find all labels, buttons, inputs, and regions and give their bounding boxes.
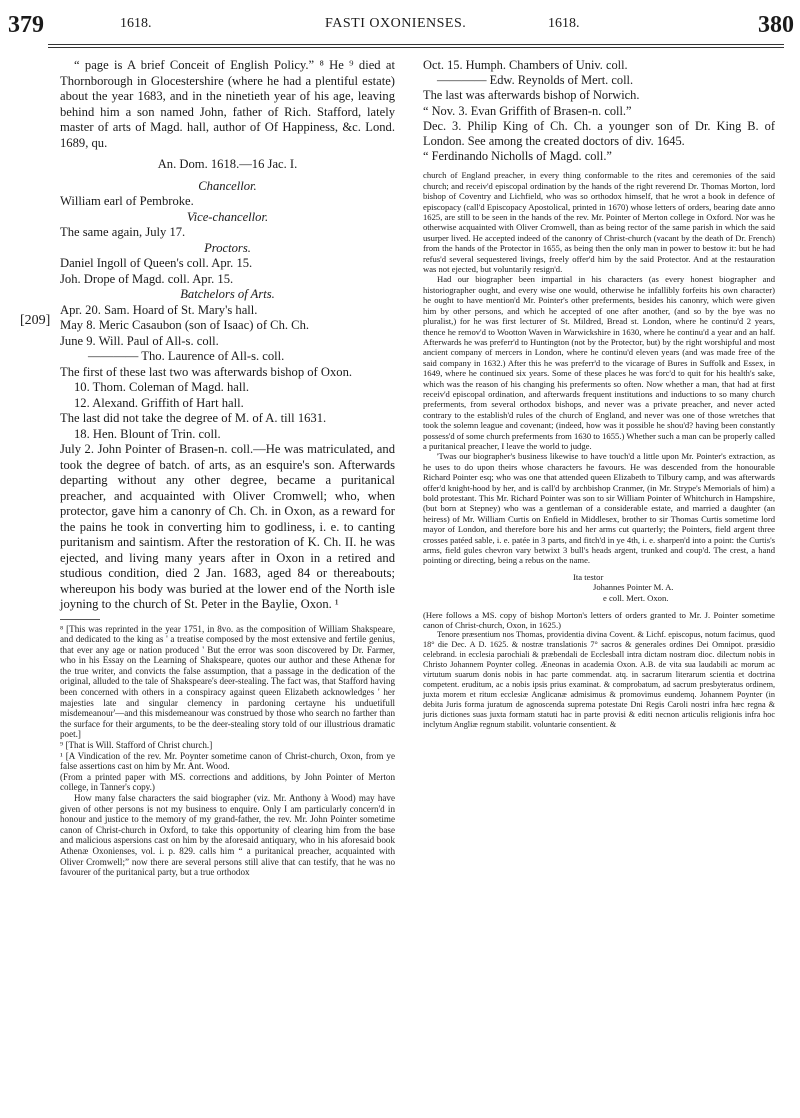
footnote-1-body: How many false characters the said biographer (viz. Mr. Anthony à Wood) may have given of other persons is not my business to enquire. Only I am particularly concern'd in honour and justice to the memory of my grand-father, the rev. Mr. John Pointer sometime canon of Christ-church in Oxford, to take this opportunity of clearing him from the base and malicious aspersions cast on him by the aforesaid antiquary, who in his aforesaid book Athenæ Oxonienses, vol. i. p. 829. calls him “ a puritanical preacher, acquainted with Oliver Cromwell;” now there are several persons still alive that can testify, that he was no favourer of the puritanical party, but a true orthodox	[60, 793, 395, 878]
chancellor-heading: Chancellor.	[198, 178, 257, 193]
degree-entry: 12. Alexand. Griffith of Hart hall.	[74, 395, 244, 410]
degree-note: The last was afterwards bishop of Norwich.	[423, 88, 640, 103]
degree-entry: Oct. 15. Humph. Chambers of Univ. coll.	[423, 58, 628, 72]
footnote-1-source: (From a printed paper with MS. corrections and additions, by John Pointer of Merton college, in Tanner's copy.)	[60, 771, 395, 793]
intro-paragraph: “ page is A brief Conceit of English Policy.” ⁸ He ⁹ died at Thornborough in Glocestershire (where he had a plentiful estate) about the year 1683, and in the ninetieth year of his age, leaving behind him a son named John, father of Rich. Stafford, lately master of arts of Magd. hall, author of Of Happiness, &c. Lond. 1689, qu.	[60, 58, 395, 150]
header-year-right: 1618.	[548, 16, 580, 31]
signature-name: Johannes Pointer M. A.	[593, 582, 674, 593]
footnote-continuation: church of England preacher, in every thing conformable to the rites and ceremonies of the said church; and receiv'd episcopal ordination by the hands of the right reverend Dr. Thomas Morton, lord bishop of Coventry and Lichfield, who was so orthodox himself, that he wrot a book in defence of episcopacy (call'd Episcopacy Apostolical, printed in 1670) whose letters of orders, bearing date anno 1625, are still to be seen in the hands of the rev. Mr. Pointer of Merton college in Oxford. Nor was he otherwise acquainted with Oliver Cromwell, than as being rector of the same parish in which the said usurper lived. He accepted indeed of the canonry of Christ-church (vacant by the death of Dr. French) from the hands of the Protector in 1655, as being then the only man in power to bestow it: but he had refus'd several sequestered livings, freely offer'd him by the said Protector. And at the restauration was not ejected, but voluntarily resign'd.	[423, 170, 775, 275]
degree-note: The last did not take the degree of M. of A. till 1631.	[60, 411, 327, 425]
signature-college: e coll. Mert. Oxon.	[603, 593, 669, 604]
footnote-paragraph: Had our biographer been impartial in his characters (as every honest biographer and historiographer ought, and every wise one would, otherwise he infallibly forfeits his own character) he ought to have mention'd Mr. Pointer's other preferments, besides his canonry, which were given him by other persons, and which he accepted of one after another, (and so by the bye was no pluralist,) for he was first lecturer of St. Mildred, Bread st. London, where he continu'd 2 years, thence he remov'd to Wootton Waven in Warwickshire in 1630, where he continu'd a year and an half. Afterwards he was preferr'd to Huntington (not by the Protector, but) by the right worshipful and most ancient company of mercers in London, where he continu'd eleven years (and was made free of the said company in 1632.) After this he was preferr'd to the vicarage of Bures in Suffolk and Essex, in 1649, where he continued six years. Some of these places he was forc'd to quit for his health's sake, which was the reason of his changing his preferments so often. Now whether a man, that had at first receiv'd episcopal ordination, and afterwards frequent institutions and inductions to so many church preferments, from several orthodox bishops, and never was a private preacher, and never acted contrary to the establish'd rules of the church of England, and never was one of those wretches that took the solemn league and covenant; (indeed, how was it possible he shou'd? having been constantly possess'd of some church preferments from 1630 to 1655.) Whether such a man can be properly called a puritanical preacher, I leave the world to judge.	[423, 274, 775, 451]
year-heading: An. Dom. 1618.—16 Jac. I.	[157, 157, 298, 171]
degree-entry: ———— Edw. Reynolds of Mert. coll.	[437, 73, 634, 88]
left-column	[60, 58, 395, 878]
footnote-8: ⁸ [This was reprinted in the year 1751, in 8vo. as the composition of William Shakspeare, and dedicated to the king as ' a treatise composed by the most extensive and fertile genius, that ever any age or nation produced ' But the error was soon discovered by Dr. Farmer, who in his Essay on the Learning of Shakspeare, quotes our author and these Athenæ for the true writer, and convicts the false assumption, that a passage in the dedication of the original, alluded to the tale of Shakspeare's deer-stealing. The fact was, that Stafford having been concerned with others in a conspiracy against queen Elizabeth acknowledges ' her majesties late and singular clemency in pardoning certayne his unduetifull misdemeanour'—and this misdemeanour was construed by those who search no farther than the surface for their arguments, to be the deer-stealing story told of our illustrious dramatic poet.]	[60, 623, 395, 740]
pointer-entry: July 2. John Pointer of Brasen-n. coll.—He was matriculated, and took the degree of batch. of arts, as an esquire's son. Afterwards departing without any other degree, became a puritanical preacher, and acquainted with Oliver Cromwell; who, when protector, gave him a canonry of Ch. Ch. in Oxon, as a reward for the pains he took in converting him to godliness, i. e. to canting puritanism and saintism. After the restoration of K. Ch. II. he was ejected, and living many years after in Oxon in a retired and studious condition, died 2 Jan. 1683, aged 84 or thereabouts; whereupon his body was buried at the lower end of the North isle joyning to the church of St. Peter in the Baylie, Oxon. ¹	[60, 442, 395, 611]
latin-letter: Tenore præsentium nos Thomas, providentia divina Covent. & Lichf. episcopus, notum facimus, quod 18° die Dec. A D. 1625. & nostræ translationis 7° sacros & generales ordines Dei Omnipot. præsidio celebrand. in ecclesia parochiali & præbendali de Ecclesball intra dictam nostram dioc. dilectum nobis in Christo Johannem Poynter colleg. Æneonas in academia Oxon. A.B. de vita sua laudabili ac morum ac virtutum suarum donis nobis in hac parte commendat. atq. in sacrarum literarum scientia et doctrina competent. eruditum, ac a nobis ipsis prius examinat. & comprobatum, ad sacrum presbyteratus ordinem, juxta morem et ritum ecclesiæ Anglicanæ admisimus & promovimus eundemq. Johannem Poynter (in debita Juris forma juratum de agnoscenda suprema potestate Dni Regis Caroli nostri infra hæc regna & juris dictiones suas juxta formam statuti hac in parte provisi & editi necnon articulis religionis infra hoc inclytum Angliæ regnum stabilit. voluntarie consentient. &	[423, 630, 775, 730]
degree-entry: “ Nov. 3. Evan Griffith of Brasen-n. coll.”	[423, 103, 632, 118]
running-title: FASTI OXONIENSES.	[325, 16, 467, 31]
degree-entry: ———— Tho. Laurence of All-s. coll.	[88, 349, 285, 363]
signature-line: Ita testor	[573, 571, 604, 582]
degree-entry: June 9. Will. Paul of All-s. coll.	[60, 333, 219, 348]
proctor-entry: Daniel Ingoll of Queen's coll. Apr. 15.	[60, 256, 253, 270]
chancellor-entry: William earl of Pembroke.	[60, 194, 194, 208]
degree-entry: Dec. 3. Philip King of Ch. Ch. a younger son of Dr. King B. of London. See among the created doctors of div. 1645.	[423, 118, 775, 149]
right-column	[423, 58, 775, 730]
manuscript-note: (Here follows a MS. copy of bishop Morton's letters of orders granted to Mr. J. Pointer sometime canon of Christ-church, Oxon, in 1625.)	[423, 609, 775, 631]
footnote-paragraph: 'Twas our biographer's business likewise to have touch'd a little upon Mr. Pointer's extraction, as he uses to do upon theirs whose characters he favours. He was descended from the honourable Richard Pointer esq; who was one that attended queen Elizabeth to Tilbury camp, and was afterwards offer'd knight-hood by her, and is call'd by archbishop Cranmer, (in Mr. Strype's Memorials of him) a bold protestant. This Mr. Richard Pointer was son to sir William Pointer of Whitchurch in Hampshire, (but born at Stepney) who was a gentleman of a considerable estate, and married a daughter (an heiress) of Mr. William Curtis on Enfield in Middlesex, brother to sir Thomas Curtis sometime lord mayor of London, and therefore bore his and her arms cut quarterly; the Pointers, field argent three crosses patéed sable, i. e. patée in 3 parts, and fitch'd in ye 4th, i. e. sharpen'd into a point: the Curtis's arms, field gules chevron vary betwixt 3 bull's heads argent, trunked and coup'd. The crest, a hand pointing or directing, being a rebus on the name.	[423, 451, 775, 566]
vice-chancellor-heading: Vice-chancellor.	[186, 209, 269, 224]
header-year-left: 1618.	[120, 16, 152, 31]
degree-entry: Apr. 20. Sam. Hoard of St. Mary's hall.	[60, 302, 258, 317]
batchelors-heading: Batchelors of Arts.	[180, 287, 275, 301]
footnote-1: ¹ [A Vindication of the rev. Mr. Poynter sometime canon of Christ-church, Oxon, from ye false assertions cast on him by Mr. Ant. Wood.	[60, 750, 395, 772]
page-number-left: 379	[8, 12, 44, 38]
degree-note: The first of these last two was afterwards bishop of Oxon.	[60, 364, 353, 379]
footnote-9: ⁹ [That is Will. Stafford of Christ church.]	[60, 740, 213, 751]
degree-entry: “ Ferdinando Nicholls of Magd. coll.”	[423, 149, 612, 164]
footnote-rule	[60, 619, 100, 620]
proctor-entry: Joh. Drope of Magd. coll. Apr. 15.	[60, 271, 234, 286]
vice-chancellor-entry: The same again, July 17.	[60, 225, 186, 239]
proctors-heading: Proctors.	[204, 240, 251, 255]
running-header	[0, 0, 800, 48]
header-rule	[48, 44, 784, 45]
page-number-right: 380	[758, 12, 794, 38]
margin-page-marker: [209]	[20, 313, 51, 328]
degree-entry: 10. Thom. Coleman of Magd. hall.	[74, 380, 250, 394]
header-rule-double	[48, 47, 784, 48]
degree-entry: 18. Hen. Blount of Trin. coll.	[74, 426, 221, 441]
degree-entry: May 8. Meric Casaubon (son of Isaac) of Ch. Ch.	[60, 318, 310, 332]
